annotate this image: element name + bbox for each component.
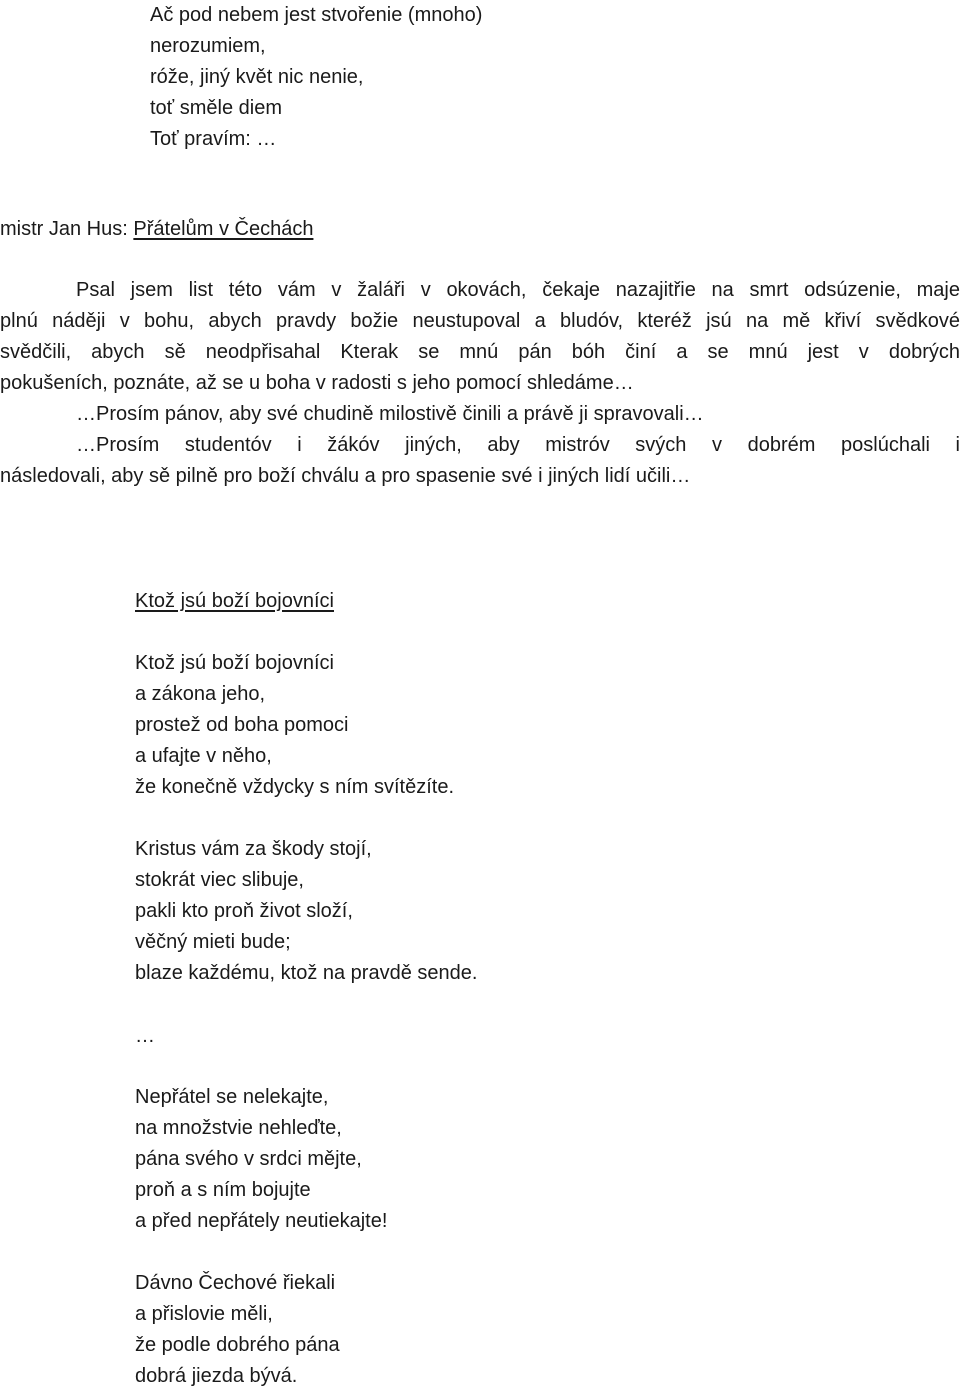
verse-line: dobrá jiezda bývá. xyxy=(135,1365,298,1387)
letter-line: svědčili, abych sě neodpřisahal Kterak se mnú pán bóh činí a se mnú jest v dobrých xyxy=(0,341,960,363)
letter-line: …Prosím studentóv i žákóv jiných, aby mistróv svých v dobrém poslúchali i xyxy=(76,434,960,456)
verse-line: že konečně vždycky s ním svítězíte. xyxy=(135,776,455,798)
verse-line: blaze každému, ktož na pravdě sende. xyxy=(135,962,478,984)
letter-author: mistr Jan Hus: xyxy=(0,218,134,240)
poem-line: nerozumiem, xyxy=(150,35,266,57)
poem-line: Ač pod nebem jest stvořenie (mnoho) xyxy=(150,4,483,26)
verse-line: a ufajte v něho, xyxy=(135,745,272,767)
verse-line: na množstvie nehleďte, xyxy=(135,1117,342,1139)
letter-body xyxy=(0,275,960,492)
ellipsis xyxy=(135,1021,155,1052)
letter-line: pokušeních, poznáte, až se u boha v radosti s jeho pomocí shledáme… xyxy=(0,372,634,394)
verse-line: pána svého v srdci mějte, xyxy=(135,1148,362,1170)
ellipsis-text: … xyxy=(135,1025,155,1047)
verse-line: proň a s ním bojujte xyxy=(135,1179,311,1201)
poem-line: róže, jiný květ nic nenie, xyxy=(150,66,364,88)
verse-line: Nepřátel se nelekajte, xyxy=(135,1086,329,1108)
verse-line: že podle dobrého pána xyxy=(135,1334,340,1356)
song-title xyxy=(135,586,334,617)
poem-line: toť směle diem xyxy=(150,97,282,119)
poem-line: Toť pravím: … xyxy=(150,128,277,150)
verse-line: a přislovie měli, xyxy=(135,1303,273,1325)
letter-line: následovali, aby sě pilně pro boží chválu a pro spasenie své i jiných lidí učili… xyxy=(0,465,691,487)
verse-line: prostež od boha pomoci xyxy=(135,714,349,736)
stanza-3 xyxy=(135,1082,387,1237)
verse-line: pakli kto proň život složí, xyxy=(135,900,353,922)
verse-line: stokrát viec slibuje, xyxy=(135,869,304,891)
verse-line: věčný mieti bude; xyxy=(135,931,291,953)
verse-line: a před nepřátely neutiekajte! xyxy=(135,1210,388,1232)
stanza-1 xyxy=(135,648,454,803)
stanza-2 xyxy=(135,834,477,989)
opening-poem xyxy=(150,0,482,155)
verse-line: Dávno Čechové řiekali xyxy=(135,1272,336,1294)
letter-line: plnú náději v bohu, abych pravdy božie neustupoval a bludóv, kteréž jsú na mě křiví svědkové xyxy=(0,310,960,332)
letter-line: Psal jsem list této vám v žaláři v okovách, čekaje nazajitřie na smrt odsúzenie, maje xyxy=(76,279,960,301)
verse-line: Kristus vám za škody stojí, xyxy=(135,838,372,860)
letter-heading xyxy=(0,214,313,245)
letter-line: …Prosím pánov, aby své chudině milostivě činili a právě ji spravovali… xyxy=(76,403,704,425)
song-title-text: Ktož jsú boží bojovníci xyxy=(135,590,334,612)
verse-line: Ktož jsú boží bojovníci xyxy=(135,652,334,674)
stanza-4 xyxy=(135,1268,340,1392)
letter-title: Přátelům v Čechách xyxy=(133,218,314,240)
verse-line: a zákona jeho, xyxy=(135,683,266,705)
